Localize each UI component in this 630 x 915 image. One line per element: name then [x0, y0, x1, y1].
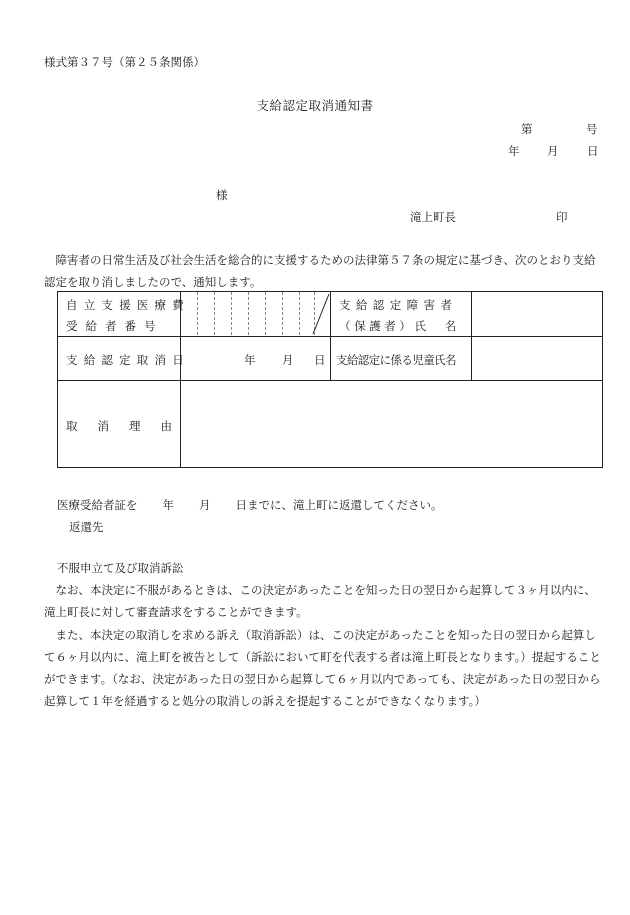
- cancel-date-label: 支給認定取消日: [66, 353, 190, 367]
- table-col-divider-right: [471, 292, 472, 380]
- cancel-date-day: 日: [314, 353, 326, 367]
- return-notice: [57, 497, 443, 513]
- appeal-paragraph-1: なお、本決定に不服があるときは、この決定があったことを知った日の翌日から起算して３ヶ月以内に、滝上町長に対して審査請求をすることができます。: [44, 583, 596, 619]
- cancellation-table: [57, 291, 603, 468]
- digit-box-divider: [265, 292, 266, 335]
- number-suffix: 号: [586, 122, 598, 136]
- recipient-name-label-line2: （保護者）氏 名: [339, 319, 460, 333]
- digit-box-divider: [299, 292, 300, 335]
- return-to-label: 返還先: [69, 520, 104, 534]
- document-title: 支給認定取消通知書: [256, 98, 374, 113]
- recipient-name-label-line1: 支給認定障害者: [339, 298, 458, 312]
- digit-box-divider: [231, 292, 232, 335]
- number-prefix: 第: [521, 122, 533, 136]
- table-row-divider-2: [58, 380, 602, 381]
- recipient-number-label-text: 受給者番号: [66, 319, 164, 333]
- return-notice-month: 月: [199, 498, 211, 512]
- return-notice-year: 年: [162, 498, 174, 512]
- appeal-heading: 不服申立て及び取消訴訟: [57, 561, 184, 575]
- digit-box-divider: [214, 292, 215, 335]
- form-code: 様式第３７号（第２５条関係）: [44, 55, 205, 69]
- child-name-label: 支給認定に係る児童氏名: [336, 353, 456, 367]
- recipient-number-label-line2: [66, 318, 174, 334]
- return-notice-suffix: 日までに、滝上町に返還してください。: [235, 498, 443, 512]
- date-month: 月: [547, 144, 559, 158]
- cancel-date-month: 月: [282, 353, 294, 367]
- recipient-number-label-line1: 自立支援医療費: [66, 298, 190, 312]
- seal-mark: 印: [556, 210, 568, 224]
- addressee-suffix: 様: [216, 188, 228, 202]
- digit-box-divider: [282, 292, 283, 335]
- intro-paragraph: 障害者の日常生活及び社会生活を総合的に支援するための法律第５７条の規定に基づき、次のとおり支給認定を取り消しましたので、通知します。: [44, 253, 596, 289]
- reason-label: 取消理由: [66, 419, 192, 433]
- date-day: 日: [587, 144, 599, 158]
- date-year: 年: [508, 144, 520, 158]
- table-col-divider-mid: [330, 292, 331, 380]
- appeal-paragraph-2: また、本決定の取消しを求める訴え（取消訴訟）は、この決定があったことを知った日の翌日から起算して６ヶ月以内に、滝上町を被告として（訴訟において町を代表する者は滝上町長となります。）提起することができます。（なお、決定があった日の翌日から起算して６ヶ月以内であっても、決定があった日の翌日から起算して１年を経過すると処分の取消しの訴えを提起することができなくなります。）: [44, 628, 601, 708]
- issuer-name: 滝上町長: [410, 210, 456, 224]
- return-notice-prefix: 医療受給者証を: [57, 498, 138, 512]
- digit-box-divider: [197, 292, 198, 335]
- digit-box-divider: [248, 292, 249, 335]
- table-col-divider-label: [180, 292, 181, 467]
- digit-box-slash: [312, 294, 330, 336]
- cancel-date-year: 年: [244, 353, 256, 367]
